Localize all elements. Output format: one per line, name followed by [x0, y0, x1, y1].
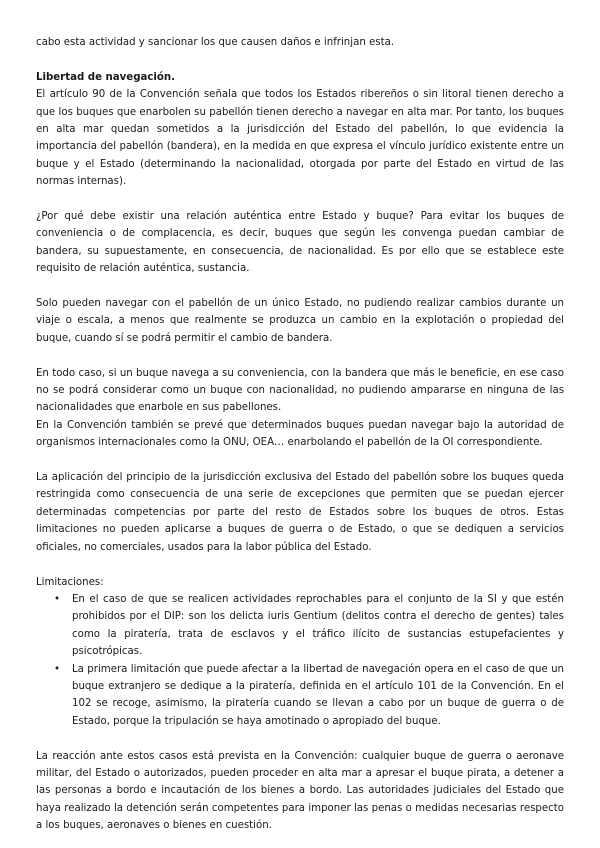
paragraph-gap: [36, 556, 564, 573]
paragraph-continuation: cabo esta actividad y sancionar los que causen daños e infrinjan esta.: [36, 37, 395, 48]
list-item: [54, 661, 564, 731]
list-item-text: La primera limitación que puede afectar a la libertad de navegación opera en el caso de que un buque extranjero se dedique a la piratería, definida en el artículo 101 de la Convención. En el 102 se recoge, asimismo, la piratería cuando se llevan a cabo por un buque de guerra o de Estado, porque la tripulación se haya amotinado o apropiado del buque.: [72, 663, 564, 727]
paragraph-gap: [36, 278, 564, 295]
paragraph-authentic-relation: ¿Por qué debe existir una relación auténtica entre Estado y buque? Para evitar los buques de conveniencia o de complacencia, es decir, buques que según les convenga puedan cambiar de bandera, su supuestamente, en consecuencia, de nacionalidad. Es por ello que se establece este requisito de relación auténtica, sustancia.: [36, 211, 564, 275]
paragraph-article-90: El artículo 90 de la Convención señala que todos los Estados ribereños o sin litoral tienen derecho a que los buques que enarbolen su pabellón tienen derecho a navegar en alta mar. Por tanto, los buques en alta mar quedan sometidos a la jurisdicción del Estado del pabellón, lo que evidencia la importancia del pabellón (bandera), en la medida en que expresa el vínculo jurídico existente entre un buque y el Estado (determinando la nacionalidad, otorgada por parte del Estado en virtud de las normas internas).: [36, 89, 564, 188]
paragraph-gap: [36, 730, 564, 747]
paragraph-reaction: La reacción ante estos casos está prevista en la Convención: cualquier buque de guerra o aeronave militar, del Estado o autorizados, pueden proceder en alta mar a apresar el buque pirata, a detener a las personas a bordo e incautación de los bienes a bordo. Las autoridades judiciales del Estado que haya realizado la detención serán competentes para imponer las penas o medidas necesarias respecto a los buques, aeronaves o bienes en cuestión.: [36, 750, 564, 832]
section-heading: Libertad de navegación.: [36, 71, 176, 83]
paragraph-international-organisations: En la Convención también se prevé que determinados buques puedan navegar bajo la autoridad de organismos internacionales como la ONU, OEA… enarbolando el pabellón de la OI correspondiente.: [36, 419, 564, 449]
bullet-icon: •: [54, 593, 61, 605]
paragraph-gap: [36, 452, 564, 469]
paragraph-gap: [36, 191, 564, 208]
paragraph-convenience-flag: En todo caso, si un buque navega a su conveniencia, con la bandera que más le beneficie, en ese caso no se podrá considerar como un buque con nacionalidad, no pudiendo ampararse en ninguna de las nacionalidades que enarbole en sus pabellones.: [36, 367, 564, 414]
bullet-icon: •: [54, 663, 61, 675]
limits-label: Limitaciones:: [36, 576, 104, 588]
paragraph-gap: [36, 347, 564, 364]
paragraph-single-flag: Solo pueden navegar con el pabellón de un único Estado, no pudiendo realizar cambios durante un viaje o escala, a menos que realmente se produzca un cambio en la explotación o propiedad del buque, cuando sí se podrá permitir el cambio de bandera.: [36, 298, 564, 344]
document-page: [36, 34, 564, 835]
limits-list: [36, 591, 564, 730]
list-item-text: En el caso de que se realicen actividades reprochables para el conjunto de la SI y que estén prohibidos por el DIP: son los delicta iuris Gentium (delitos contra el derecho de gentes) tales como la piratería, trata de esclavos y el tráfico ilícito de sustancias estupefacientes y psicotrópicas.: [72, 593, 564, 658]
paragraph-exclusive-jurisdiction: La aplicación del principio de la jurisdicción exclusiva del Estado del pabellón sobre los buques queda restringida como consecuencia de una serie de excepciones que permiten que se puedan ejercer determinadas competencias por parte del resto de Estados sobre los buques de otros. Estas limitaciones no pueden aplicarse a buques de guerra o de Estado, o que se dediquen a servicios oficiales, no comerciales, usados para la labor pública del Estado.: [36, 472, 564, 553]
list-item: [54, 591, 564, 661]
paragraph-gap: [36, 51, 564, 68]
